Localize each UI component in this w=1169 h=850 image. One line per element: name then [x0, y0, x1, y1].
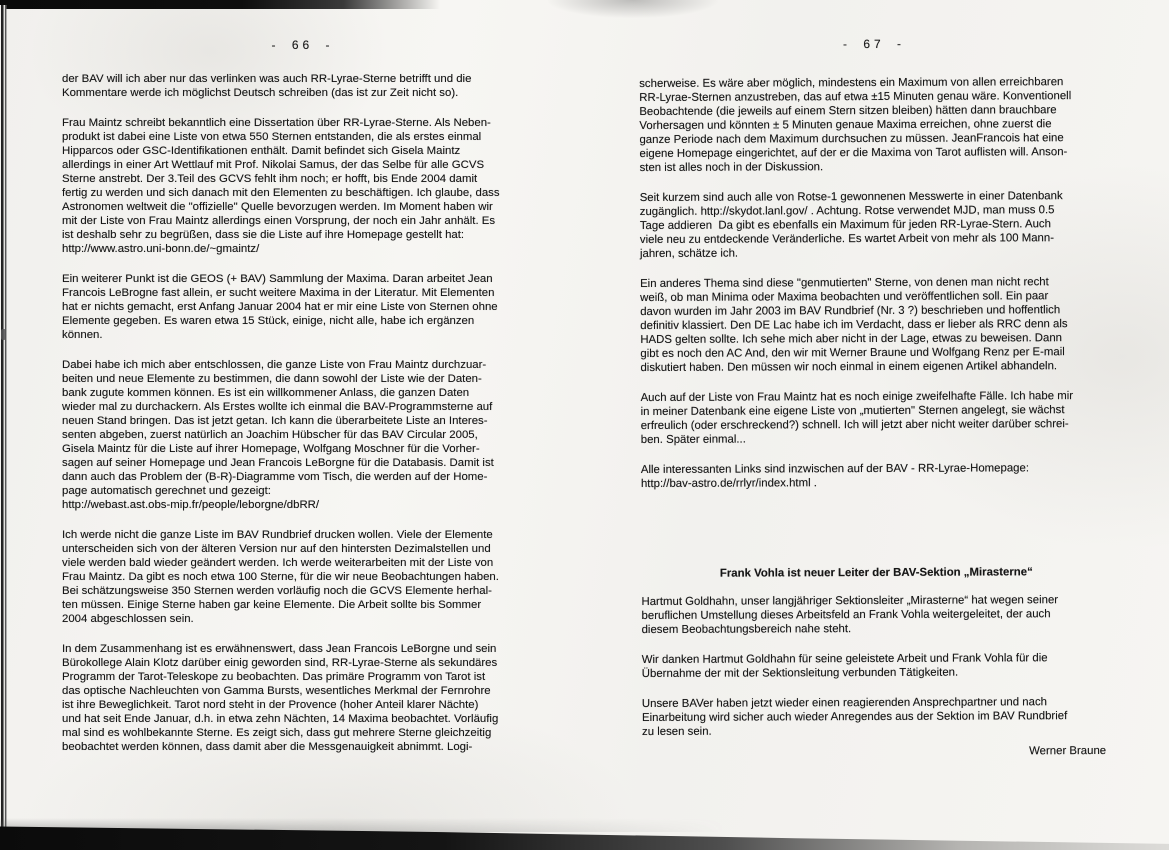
text-line: definitiv klassiert. Den DE Lac habe ich im Verdacht, dass er lieber als RRC denn als	[640, 318, 1068, 332]
text-line: Unsere BAVer haben jetzt wieder einen reagierenden Ansprechpartner und nach	[641, 696, 1047, 710]
text-line: Vorhersagen und könnten ± 5 Minuten genaue Maxima erreichen, ohne zuerst die	[639, 118, 1052, 132]
text-line: Hipparcos oder GSC-Identifikationen enthält. Damit befindet sich Gisela Maintz	[62, 145, 461, 157]
text-line: senten abgeben, zuerst natürlich an Joachim Hübscher für das BAV Circular 2005,	[62, 429, 478, 441]
ink-mark	[1, 329, 6, 340]
text-line: gibt es noch den AC And, den wir mit Werner Braune und Wolfgang Renz per E-mail	[640, 346, 1065, 360]
text-line: Auch auf der Liste von Frau Maintz hat es noch einige zweifelhafte Fälle. Ich habe mir	[640, 390, 1074, 404]
paragraph	[62, 358, 543, 512]
paragraph	[62, 72, 543, 100]
paragraph	[642, 695, 1112, 739]
text-line: diesem Beobachtungsbereich nahe steht.	[641, 623, 852, 636]
text-line: erfreulich (oder erschreckend?) schnell. Ich will jetzt aber nicht weiter darüber schrei-	[640, 418, 1069, 432]
text-line: allerdings in einer Art Wettlauf mit Prof. Nikolai Samus, der das Selbe für alle GCVS	[62, 159, 485, 171]
text-line: zu lesen sein.	[642, 725, 712, 738]
text-line: ganze Periode nach dem Maximum durchsuchen zu müssen. JeanFrancois hat eine	[639, 132, 1064, 146]
text-line: ben. Später einmal...	[640, 433, 746, 446]
text-line: eigene Homepage eingerichtet, auf der er die Maxima von Tarot auflisten will. Anson-	[639, 146, 1068, 160]
text-line: Dabei habe ich mich aber entschlossen, die ganze Liste von Frau Maintz durchzuar-	[62, 359, 487, 371]
scan-edge-left	[0, 5, 9, 834]
text-line: und hat seit Ende Januar, d.h. in etwa zehn Nächten, 14 Maxima beobachtet. Vorläufig	[62, 713, 499, 725]
page-number-67: - 67 -	[842, 36, 906, 52]
text-line: In dem Zusammenhang ist es erwähnenswert, dass Jean Francois LeBorgne und sein	[62, 643, 497, 655]
text-line: dann auch das Problem der (B-R)-Diagramme vom Tisch, die werden auf der Home-	[62, 471, 488, 483]
text-line: Alle interessanten Links sind inzwischen auf der BAV - RR-Lyrae-Homepage:	[640, 462, 1030, 476]
text-line: ten müssen. Einige Sterne haben gar keine Elemente. Die Arbeit sollte bis Sommer	[62, 599, 482, 611]
text-line: Ein weiterer Punkt ist die GEOS (+ BAV) Sammlung der Maxima. Daran arbeitet Jean	[62, 273, 493, 285]
text-line: 2004 abgeschlossen sein.	[62, 613, 194, 625]
text-line: Frau Maintz. Da gibt es noch etwa 100 Sterne, für die wir neue Beobachtungen haben.	[62, 571, 499, 583]
page-67-body-top	[639, 75, 1111, 491]
text-line: http://webast.ast.obs-mip.fr/people/leborgne/dbRR/	[62, 499, 320, 511]
text-line: Hartmut Goldhahn, unser langjähriger Sektionsleiter „Mirasterne“ hat wegen seiner	[641, 594, 1059, 608]
text-line: mit der Liste von Frau Maintz allerdings einen Vorsprung, der noch ein Jahr anhält. Es	[62, 215, 496, 227]
text-line: viele werden bald wieder geändert werden. Ich werde weiterarbeiten mit der Liste von	[62, 557, 494, 569]
paragraph	[62, 116, 543, 256]
paragraph	[641, 461, 1111, 491]
text-line: hat er nichts gemacht, erst Anfang Januar 2004 hat er mir eine Liste von Sternen ohne	[62, 301, 498, 313]
text-line: bank zugute kommen können. Es ist ein willkommener Anlass, die ganzen Daten	[62, 387, 470, 399]
text-line: Elemente gegeben. Es waren etwa 15 Stück, einige, nicht alle, habe ich ergänzen	[62, 315, 475, 327]
text-line: Frau Maintz schreibt bekanntlich eine Dissertation über RR-Lyrae-Sterne. Als Neben-	[62, 117, 491, 129]
text-line: Übernahme der mit der Sektionsleitung verbunden Tätigkeiten.	[641, 666, 959, 680]
text-line: Ich werde nicht die ganze Liste im BAV Rundbrief drucken wollen. Viele der Elemente	[62, 529, 493, 541]
text-line: Sterne anstrebt. Der 3.Teil des GCVS fehlt ihm noch; er hofft, bis Ende 2004 damit	[62, 173, 478, 185]
text-line: beobachtet werden können, dass damit aber die Messgenauigkeit abnimmt. Logi-	[62, 741, 473, 753]
text-line: Beobachtende (die jeweils auf einem Stern sitzen bleiben) hätten dann brauchbare	[639, 104, 1057, 118]
text-line: zugänglich. http://skydot.lanl.gov/ . Achtung. Rotse verwendet MJD, man muss 0.5	[639, 204, 1055, 218]
paragraph	[62, 642, 543, 754]
page-number-66: - 66 -	[271, 38, 334, 52]
text-line: Einarbeitung wird sicher auch wieder Anregendes aus der Sektion im BAV Rundbrief	[641, 710, 1068, 724]
text-line: Astronomen weltweit die "offizielle" Quelle bevorzugen werden. Im Moment haben wir	[62, 201, 493, 213]
scan-smudge-top	[548, 0, 718, 18]
text-line: unterscheiden sich von der älteren Version nur auf den hintersten Dezimalstellen und	[62, 543, 491, 555]
section-heading-mirasterne: Frank Vohla ist neuer Leiter der BAV-Sektion „Mirasterne“	[719, 566, 1033, 580]
paragraph	[642, 651, 1112, 681]
paragraph	[640, 189, 1110, 261]
signature-werner-braune: Werner Braune	[1029, 744, 1107, 758]
text-line: produkt ist dabei eine Liste von etwa 550 Sternen entstanden, die als erstes einmal	[62, 131, 482, 143]
text-line: Gisela Maintz für die Liste auf ihrer Homepage, Wolfgang Moschner für die Vorher-	[62, 443, 480, 455]
text-line: mal sind es wohlbekannte Sterne. Es zeigt sich, dass gut mehrere Sterne gleichzeitig	[62, 727, 492, 739]
text-line: Bürokollege Alain Klotz darüber einig geworden sind, RR-Lyrae-Sterne als sekundäres	[62, 657, 498, 669]
page-67	[639, 36, 1112, 760]
text-line: Ein anderes Thema sind diese "genmutierten" Sterne, von denen man nicht recht	[640, 276, 1049, 290]
text-line: jahren, schätze ich.	[639, 247, 739, 260]
text-line: weiß, ob man Minima oder Maxima beobachten und veröffentlichen soll. Ein paar	[640, 290, 1049, 304]
text-line: RR-Lyrae-Sternen anzustreben, das auf etwa ±15 Minuten genau wäre. Konventionell	[639, 90, 1072, 104]
text-line: der BAV will ich aber nur das verlinken was auch RR-Lyrae-Sterne betrifft und die	[62, 73, 472, 85]
text-line: wieder mal zu durchackern. Als Erstes wollte ich einmal die BAV-Programmsterne auf	[62, 401, 493, 413]
paragraph	[62, 272, 543, 342]
scan-edge-top	[0, 0, 440, 9]
text-line: viele neu zu entdeckende Veränderliche. Es wartet Arbeit von mehr als 100 Mann-	[639, 232, 1055, 246]
text-line: Programm der Tarot-Teleskope zu beobachten. Das primäre Programm von Tarot ist	[62, 671, 486, 683]
text-line: sten ist alles noch in der Diskussion.	[639, 161, 824, 174]
paragraph	[62, 528, 543, 626]
text-line: neuen Stand bringen. Das ist jetzt getan. Ich kann die überarbeitete Liste an Interes-	[62, 415, 488, 427]
text-line: http://www.astro.uni-bonn.de/~gmaintz/	[62, 243, 260, 255]
text-line: in meiner Datenbank eine eigene Liste von „mutierten" Sternen angelegt, sie wächst	[640, 404, 1065, 418]
page-66	[62, 38, 543, 770]
text-line: ist deshalb sehr zu begrüßen, dass sie die Liste auf ihre Homepage gestellt hat:	[62, 229, 465, 241]
text-line: beiten und neue Elemente zu bestimmen, die dann sowohl der Liste wie der Daten-	[62, 373, 482, 385]
text-line: scherweise. Es wäre aber möglich, mindestens ein Maximum von allen erreichbaren	[639, 76, 1064, 90]
paragraph	[641, 593, 1111, 637]
page-66-body	[62, 72, 543, 754]
text-line: davon wurden im Jahr 2003 im BAV Rundbrief (Nr. 3 ?) beschrieben und hoffentlich	[640, 304, 1061, 318]
text-line: Kommentare werde ich möglichst Deutsch schreiben (das ist zur Zeit nicht so).	[62, 87, 459, 99]
text-line: das optische Nachleuchten von Gamma Bursts, wesentliches Merkmal der Fernrohre	[62, 685, 491, 697]
text-line: ist ihre Beweglichkeit. Tarot nord steht in der Provence (hoher Anteil klarer Nächte)	[62, 699, 479, 711]
text-line: Bei schätzungsweise 350 Sternen werden vorläufig noch die GCVS Elemente herhal-	[62, 585, 492, 597]
paragraph	[641, 389, 1111, 447]
text-line: fertig zu werden und sich danach mit den Elementen zu beschäftigen. Ich glaube, dass	[62, 187, 500, 199]
text-line: HADS gelten sollte. Ich sehe mich aber nicht in der Lage, etwas zu beweisen. Dann	[640, 332, 1063, 346]
paragraph	[639, 75, 1109, 175]
text-line: page automatisch gerechnet und gezeigt:	[62, 485, 271, 497]
text-line: Francois LeBrogne fast allein, er sucht weitere Maxima in der Literatur. Mit Elementen	[62, 287, 495, 299]
text-line: Wir danken Hartmut Goldhahn für seine geleistete Arbeit und Frank Vohla für die	[641, 652, 1048, 666]
text-line: http://bav-astro.de/rrlyr/index.html .	[640, 477, 817, 490]
text-line: sagen auf seiner Homepage und Jean Francois LeBorgne für die Databasis. Damit ist	[62, 457, 494, 469]
page-67-body-bottom	[641, 593, 1112, 739]
paragraph	[640, 275, 1110, 375]
text-line: können.	[62, 329, 103, 341]
text-line: Tage addieren Da gibt es ebenfalls ein Maximum für jeden RR-Lyrae-Stern. Auch	[639, 218, 1051, 232]
text-line: beruflichen Umstellung dieses Arbeitsfeld an Frank Vohla weitergeleitet, der auch	[641, 608, 1051, 622]
text-line: Seit kurzem sind auch alle von Rotse-1 gewonnenen Messwerte in einer Datenbank	[639, 190, 1063, 204]
text-line: diskutiert haben. Den müssen wir noch einmal in einem eigenen Artikel abhandeln.	[640, 360, 1058, 374]
